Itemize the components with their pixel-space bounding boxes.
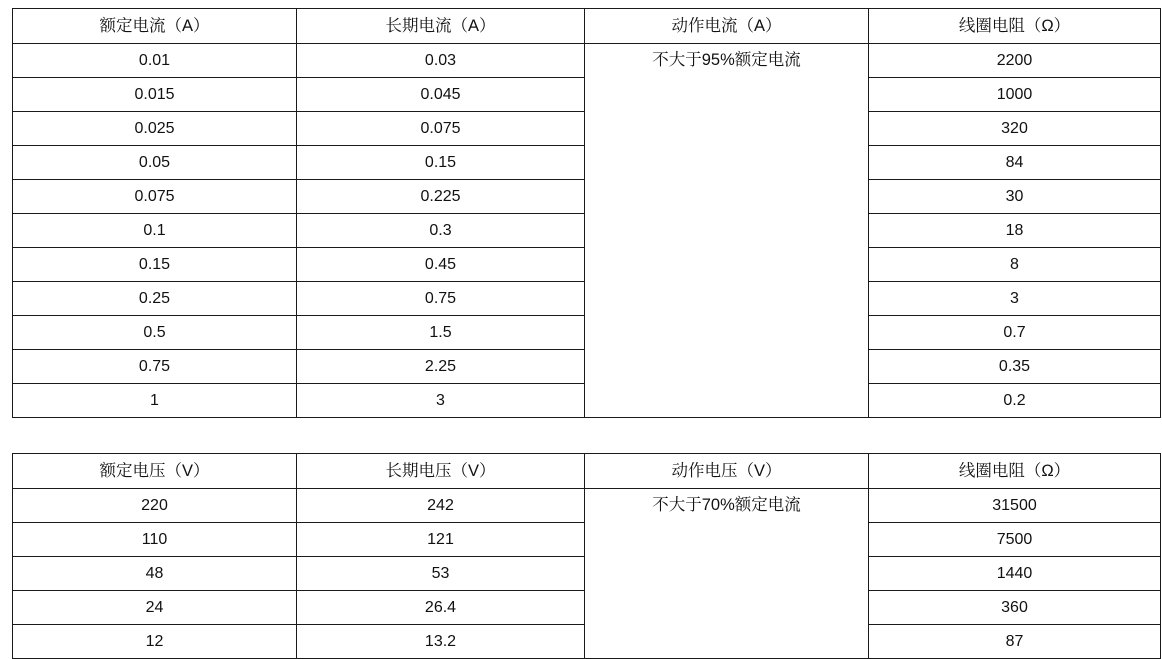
cell-longterm: 2.25 xyxy=(297,350,585,384)
cell-longterm: 53 xyxy=(297,557,585,591)
cell-longterm: 0.3 xyxy=(297,214,585,248)
cell-longterm: 242 xyxy=(297,489,585,523)
cell-resistance: 0.7 xyxy=(869,316,1161,350)
table-body xyxy=(13,454,1161,659)
cell-resistance: 3 xyxy=(869,282,1161,316)
cell-resistance: 87 xyxy=(869,625,1161,659)
cell-rated: 24 xyxy=(13,591,297,625)
cell-resistance: 320 xyxy=(869,112,1161,146)
cell-resistance: 18 xyxy=(869,214,1161,248)
cell-rated: 0.015 xyxy=(13,78,297,112)
cell-longterm: 0.075 xyxy=(297,112,585,146)
cell-rated: 1 xyxy=(13,384,297,418)
column-header-rated: 额定电压（V） xyxy=(13,454,297,489)
cell-resistance: 2200 xyxy=(869,44,1161,78)
cell-rated: 110 xyxy=(13,523,297,557)
operate-note-text: 不大于70%额定电流 xyxy=(652,496,801,514)
cell-longterm: 121 xyxy=(297,523,585,557)
cell-resistance: 31500 xyxy=(869,489,1161,523)
cell-resistance: 1000 xyxy=(869,78,1161,112)
cell-longterm: 0.15 xyxy=(297,146,585,180)
column-header-longterm: 长期电压（V） xyxy=(297,454,585,489)
cell-rated: 0.075 xyxy=(13,180,297,214)
cell-resistance: 8 xyxy=(869,248,1161,282)
rated-current-table xyxy=(12,8,1161,418)
column-header-operate: 动作电流（A） xyxy=(585,9,869,44)
cell-longterm: 0.75 xyxy=(297,282,585,316)
cell-resistance: 30 xyxy=(869,180,1161,214)
cell-longterm: 0.225 xyxy=(297,180,585,214)
table-header-row xyxy=(13,9,1161,44)
cell-longterm: 0.03 xyxy=(297,44,585,78)
cell-resistance: 360 xyxy=(869,591,1161,625)
cell-rated: 0.025 xyxy=(13,112,297,146)
table-body xyxy=(13,9,1161,418)
cell-rated: 220 xyxy=(13,489,297,523)
column-header-resistance: 线圈电阻（Ω） xyxy=(869,9,1161,44)
cell-rated: 48 xyxy=(13,557,297,591)
cell-operate-note xyxy=(585,44,869,418)
cell-rated: 0.1 xyxy=(13,214,297,248)
cell-rated: 12 xyxy=(13,625,297,659)
cell-operate-note xyxy=(585,489,869,659)
cell-resistance: 0.2 xyxy=(869,384,1161,418)
cell-rated: 0.5 xyxy=(13,316,297,350)
cell-longterm: 0.45 xyxy=(297,248,585,282)
cell-rated: 0.15 xyxy=(13,248,297,282)
cell-rated: 0.01 xyxy=(13,44,297,78)
table-row xyxy=(13,489,1161,523)
cell-longterm: 3 xyxy=(297,384,585,418)
operate-note-text: 不大于95%额定电流 xyxy=(652,51,801,69)
cell-rated: 0.75 xyxy=(13,350,297,384)
column-header-longterm: 长期电流（A） xyxy=(297,9,585,44)
column-header-rated: 额定电流（A） xyxy=(13,9,297,44)
cell-longterm: 1.5 xyxy=(297,316,585,350)
rated-voltage-table xyxy=(12,453,1161,659)
table-row xyxy=(13,44,1161,78)
column-header-operate: 动作电压（V） xyxy=(585,454,869,489)
cell-rated: 0.25 xyxy=(13,282,297,316)
column-header-resistance: 线圈电阻（Ω） xyxy=(869,454,1161,489)
cell-resistance: 84 xyxy=(869,146,1161,180)
cell-longterm: 26.4 xyxy=(297,591,585,625)
cell-longterm: 0.045 xyxy=(297,78,585,112)
cell-resistance: 7500 xyxy=(869,523,1161,557)
cell-resistance: 0.35 xyxy=(869,350,1161,384)
table-header-row xyxy=(13,454,1161,489)
cell-resistance: 1440 xyxy=(869,557,1161,591)
cell-rated: 0.05 xyxy=(13,146,297,180)
cell-longterm: 13.2 xyxy=(297,625,585,659)
